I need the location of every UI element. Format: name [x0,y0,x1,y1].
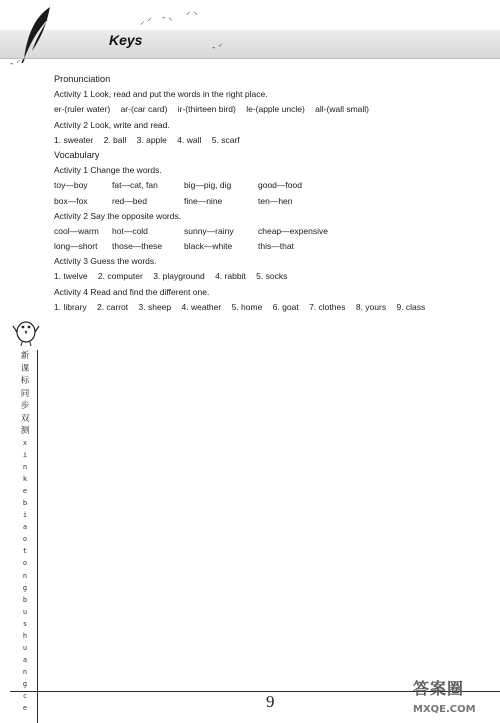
pinyin-letter: x [22,439,28,447]
answer-item: 2. carrot [96,301,129,312]
pinyin-letter: h [22,631,28,640]
watermark-url: MXQE.COM [413,704,476,715]
answer-cell: toy—boy [54,180,88,191]
pinyin-letter: c [22,691,28,700]
answer-row [54,194,474,209]
answer-cell: box—fox [54,195,88,206]
series-title-vertical [18,350,32,438]
pinyin-letter: n [22,667,28,676]
pinyin-letter: t [22,547,28,556]
title-char: 新 [20,351,30,361]
pinyin-letter: i [22,511,28,520]
answer-item: 4. rabbit [215,271,246,282]
answer-item: ir-(thirteen bird) [177,104,236,115]
answer-item: 5. scarf [211,134,240,145]
bird-mascot-icon [12,312,40,346]
answer-item: all-(wall small) [315,104,370,115]
sparkle-mark-icon: ⸝ ⸍ [140,17,152,27]
answer-row [54,300,474,315]
pinyin-letter: g [22,583,28,592]
activity-title: Activity 2 Say the opposite words. [54,210,182,221]
pinyin-letter: g [22,679,28,688]
header-divider [0,58,500,59]
section-heading-pronunciation: Pronunciation [54,74,111,84]
sparkle-mark-icon: - ⸍ [10,59,21,69]
answer-cell: long—short [54,241,98,252]
answer-keys-content [54,72,474,315]
answer-row [54,224,474,239]
answer-item: le-(apple uncle) [246,104,305,115]
pinyin-letter: a [22,523,28,532]
page-number: 9 [266,692,275,711]
answer-item: ar-(car card) [120,104,168,115]
left-margin-rule [37,350,38,723]
title-char: 双 [20,413,30,424]
pinyin-letter: e [22,487,28,496]
answer-cell: this—that [258,241,294,252]
activity-title: Activity 3 Guess the words. [54,256,157,267]
title-char: 标 [20,376,30,386]
answer-item: 9. class [396,301,426,312]
answer-item: 2. ball [103,134,127,145]
answer-cell: sunny—rainy [184,225,234,236]
answer-cell: those—these [112,241,163,252]
pinyin-letter: i [22,451,28,460]
header-band [0,30,500,58]
answer-cell: hot—cold [112,225,148,236]
answer-cell: big—pig, dig [184,180,232,191]
answer-item: 1. sweater [54,134,94,145]
answer-item: 5. home [231,301,263,312]
title-char: 测 [20,426,30,436]
answer-item: 5. socks [256,271,288,282]
pinyin-letter: k [22,475,28,484]
answer-item: 3. playground [153,271,205,282]
answer-cell: black—white [184,241,233,252]
pinyin-vertical [19,437,31,714]
activity-title: Activity 2 Look, write and read. [54,119,170,130]
feather-quill-icon [20,5,54,63]
answer-cell: good—food [258,180,302,191]
activity-title: Activity 4 Read and find the different one. [54,286,210,297]
answer-item: 4. weather [181,301,222,312]
answer-item: 1. library [54,301,87,312]
activity-title: Activity 1 Change the words. [54,165,162,176]
answer-cell: ten—hen [258,195,293,206]
answer-cell: fine—nine [184,195,223,206]
pinyin-letter: o [22,535,28,544]
answer-cell: fat—cat, fan [112,180,158,191]
pinyin-letter: b [22,595,28,604]
pinyin-letter: o [22,559,28,568]
pinyin-letter: b [22,499,28,508]
title-char: 同 [20,388,30,399]
pinyin-letter: n [22,571,28,580]
pinyin-letter: s [22,619,28,628]
answer-cell: cheap—expensive [258,225,328,236]
answer-row [54,102,474,117]
answer-item: er-(ruler water) [54,104,111,115]
watermark-logo: 答案圈 [413,679,465,698]
pinyin-letter: u [22,643,28,652]
answer-cell: red—bed [112,195,147,206]
pinyin-letter: a [22,655,28,664]
title-char: 课 [20,363,30,374]
title-char: 步 [20,401,30,411]
answer-item: 3. apple [136,134,167,145]
page-title: Keys [109,32,143,48]
section-heading-vocabulary: Vocabulary [54,149,100,160]
pinyin-letter: u [22,607,28,616]
pinyin-letter: e [22,704,28,713]
sparkle-mark-icon: - ⸜ [162,13,173,23]
answer-item: 2. computer [97,271,143,282]
answer-item: 8. yours [355,301,387,312]
sparkle-mark-icon: - ⸍ [212,43,223,53]
sparkle-mark-icon: ⸍ ⸌ [186,11,198,21]
answer-item: 6. goat [272,301,299,312]
answer-row [54,133,474,148]
pinyin-letter: n [22,463,28,472]
answer-item: 3. sheep [138,301,172,312]
answer-cell: cool—warm [54,225,99,236]
answer-row [54,269,474,284]
answer-row [54,239,474,254]
activity-title: Activity 1 Look, read and put the words in the right place. [54,89,268,100]
answer-row [54,178,474,193]
answer-item: 7. clothes [309,301,346,312]
answer-item: 1. twelve [54,271,88,282]
answer-item: 4. wall [177,134,202,145]
